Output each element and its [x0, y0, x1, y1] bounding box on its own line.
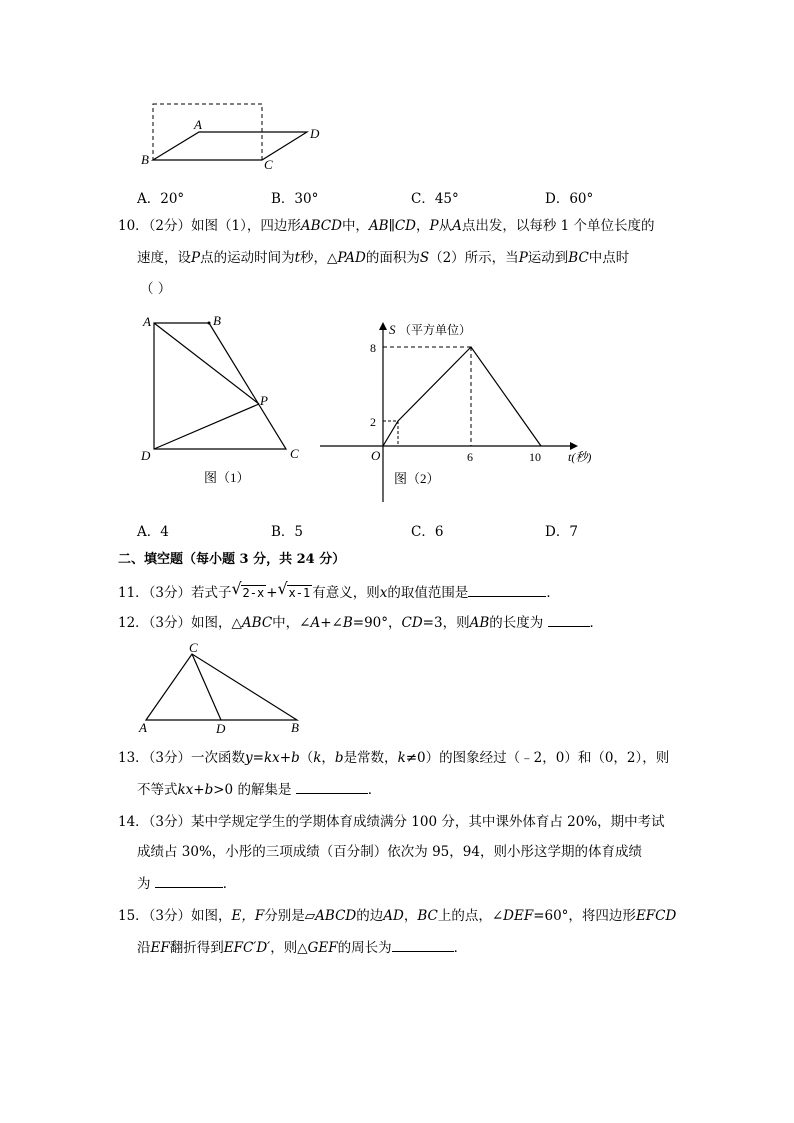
- q10-fig2-origin: O: [371, 448, 381, 463]
- q12-figure: [135, 640, 315, 735]
- q14-line1: 14．（3分）某中学规定学生的学期体育成绩满分 100 分，其中课外体育占 20%，期中考试: [118, 814, 665, 830]
- q10-option-a: A．4: [137, 524, 169, 540]
- q9-option-a: A．20°: [137, 191, 185, 207]
- q15-line2: 沿EF翻折得到EFC′D′，则△GEF的周长为 ．: [137, 937, 467, 958]
- q10-answer-bracket: （ ）: [140, 281, 172, 297]
- q10-fig1-segment-ap: [154, 323, 259, 404]
- q9-figure: [140, 100, 340, 172]
- q9-label-d: D: [310, 126, 320, 141]
- q10-fig1-label-d: D: [141, 448, 151, 463]
- q11-answer-blank[interactable]: [468, 582, 546, 597]
- q14-line2: 成绩占 30%，小彤的三项成绩（百分制）依次为 95，94，则小彤这学期的体育成绩: [137, 844, 642, 860]
- q9-label-c: C: [264, 157, 273, 172]
- q10-fig1-label-p: P: [260, 393, 268, 408]
- q10-fig2-tick-6: 6: [467, 450, 473, 464]
- q12-label-c: C: [189, 640, 198, 655]
- q10-fig2-y-arrow: [379, 322, 387, 330]
- q10-option-c: C．6: [411, 524, 444, 540]
- q9-parallelogram: [153, 132, 307, 160]
- q10-fig1-quadrilateral: [154, 323, 286, 449]
- q9-option-c: C．45°: [411, 191, 459, 207]
- q13-answer-blank[interactable]: [296, 779, 368, 794]
- q12-triangle: [146, 654, 297, 720]
- q10-line2: 速度，设P点的运动时间为t秒，△PAD的面积为S（2）所示，当P运动到BC中点时: [137, 250, 630, 266]
- q10-fig2-tick-8: 8: [370, 341, 376, 355]
- q9-label-b: B: [141, 152, 149, 167]
- q10-fig2-label-s: S: [389, 322, 396, 337]
- q10-fig2-x-label: t(秒): [568, 450, 592, 464]
- q10-fig2-x-arrow: [570, 442, 578, 450]
- q10-figure-1: [138, 310, 308, 490]
- q10-fig1-point-b: [208, 322, 211, 325]
- q14-line3: 为 ．: [137, 873, 236, 894]
- q10-fig2-tick-2: 2: [370, 415, 376, 429]
- q10-fig1-segment-dp: [154, 404, 259, 449]
- q10-fig2-graph: [383, 347, 541, 446]
- q12-label-b: B: [291, 720, 299, 735]
- q9-label-a: A: [194, 117, 202, 132]
- q10-fig1-caption: 图（1）: [204, 470, 250, 485]
- q9-option-b: B．30°: [271, 191, 319, 207]
- q12-segment-cd: [192, 654, 221, 720]
- q10-fig2-tick-10: 10: [529, 450, 541, 464]
- q15-line1: 15．（3分）如图，E，F分别是▱ABCD的边AD，BC上的点，∠DEF=60°，将四边形EFCD: [118, 908, 677, 924]
- q11-sqrt-2: √ x-1: [277, 579, 311, 600]
- q10-fig1-label-c: C: [290, 446, 299, 461]
- q10-figure-2: [318, 318, 608, 506]
- q13-line1: 13．（3分）一次函数y=kx+b（k，b是常数，k≠0）的图象经过（﹣2，0）和（0，2），则: [118, 750, 670, 766]
- q12-answer-blank[interactable]: [548, 612, 590, 627]
- q11-line: 11．（3分）若式子 √ 2-x + √ x-1 有意义，则x的取值范围是 ．: [118, 579, 560, 601]
- q10-fig2-unit: （平方单位）: [399, 323, 472, 337]
- q15-answer-blank[interactable]: [392, 937, 454, 952]
- q10-option-d: D．7: [545, 524, 578, 540]
- q14-answer-blank[interactable]: [155, 873, 223, 888]
- q10-fig2-caption: 图（2）: [394, 471, 440, 486]
- section-2-title: 二、填空题（每小题 3 分，共 24 分）: [118, 552, 346, 567]
- q10-fig1-label-a: A: [143, 314, 151, 329]
- q11-sqrt-1: √ 2-x: [231, 579, 265, 600]
- q12-label-a: A: [139, 720, 147, 735]
- q12-line: 12．（3分）如图，△ABC中，∠A+∠B=90°，CD=3，则AB的长度为 ．: [118, 612, 603, 633]
- q10-fig1-label-b: B: [213, 313, 221, 328]
- q12-label-d: D: [216, 721, 226, 735]
- q9-option-d: D．60°: [545, 191, 594, 207]
- q10-option-b: B．5: [271, 524, 304, 540]
- q10-line1: 10．（2分）如图（1），四边形ABCD中，AB∥CD，P从A点出发，以每秒 1 个单位长度的: [118, 218, 655, 234]
- q13-line2: 不等式kx+b>0 的解集是 ．: [137, 779, 381, 800]
